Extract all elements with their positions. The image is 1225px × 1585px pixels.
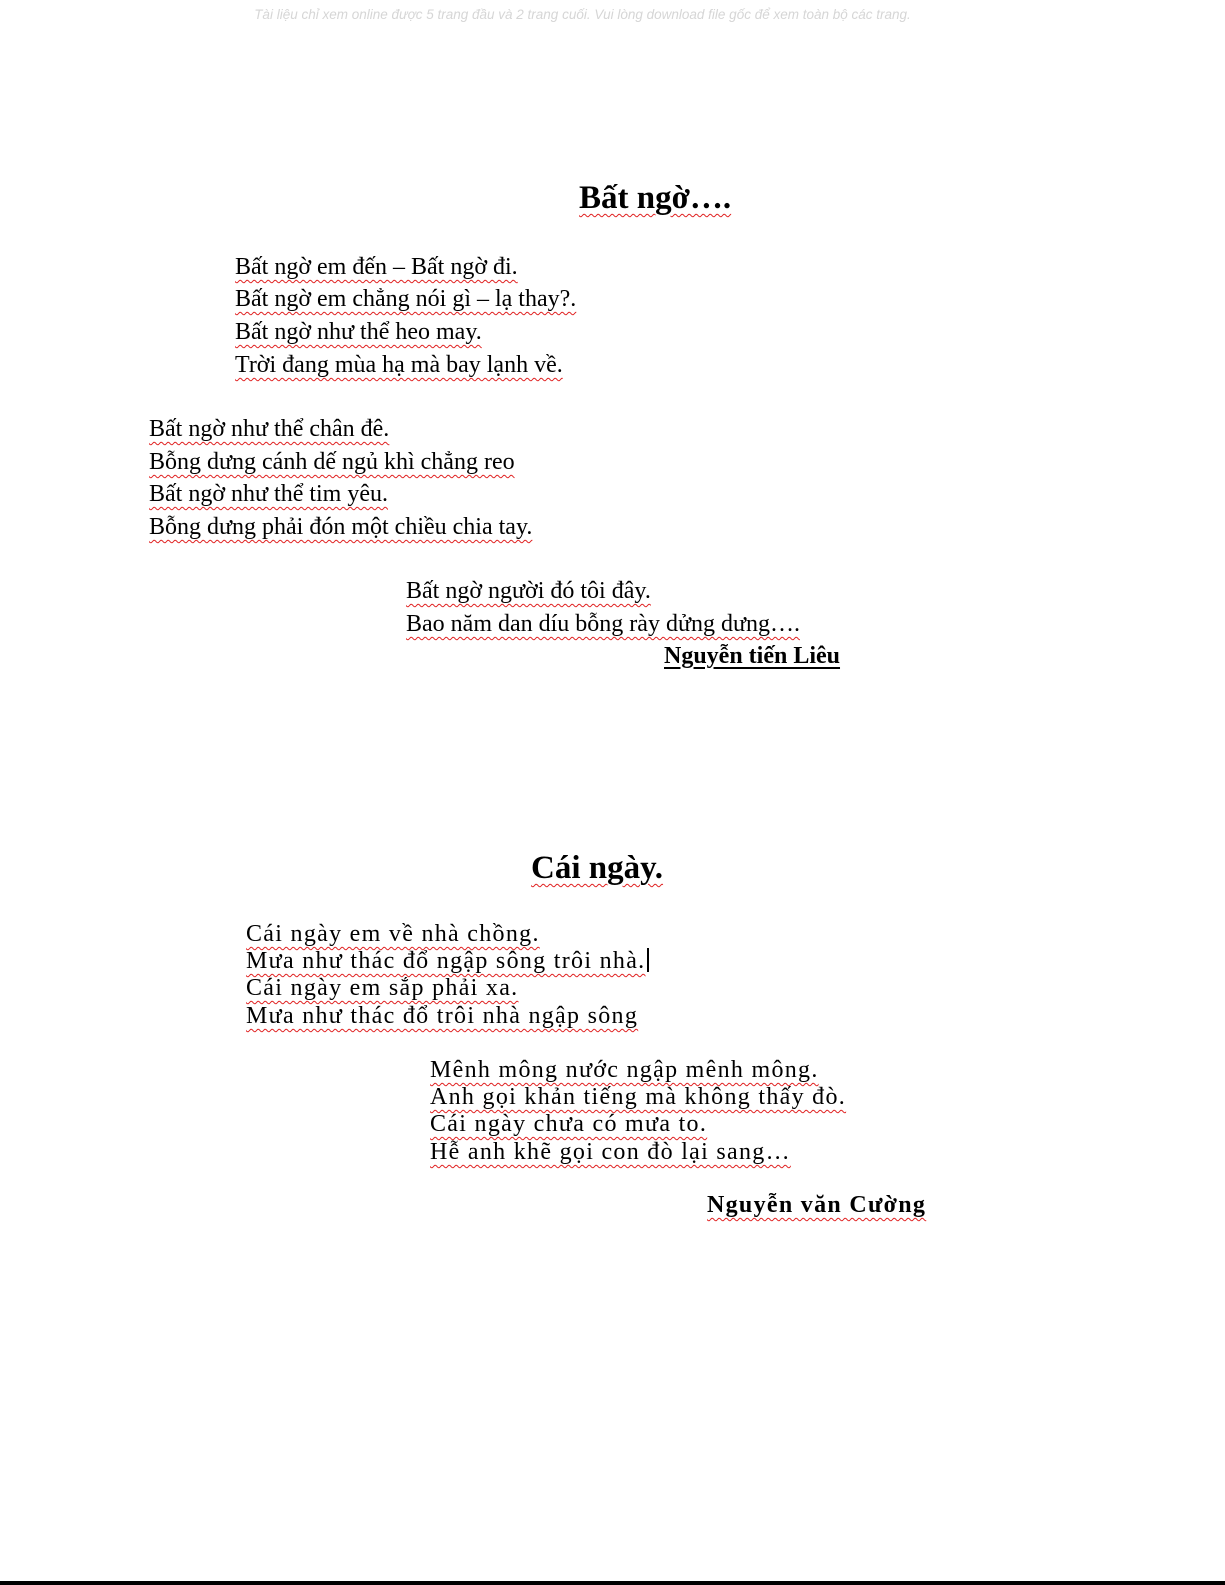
- poem1-title: Bất ngờ….: [579, 180, 732, 216]
- poem2-line: Mưa như thác đổ trôi nhà ngập sông: [246, 1003, 639, 1029]
- poem1-author: Nguyễn tiến Liêu: [664, 643, 841, 669]
- poem2-author: Nguyễn văn Cường: [707, 1192, 927, 1218]
- poem2-line: Hễ anh khẽ gọi con đò lại sang…: [430, 1139, 791, 1165]
- poem2-line: [246, 948, 649, 975]
- poem1-line: Bao năm dan díu bỗng rày dửng dưng….: [406, 611, 800, 637]
- page-bottom-border: [0, 1581, 1225, 1585]
- poem2-line: Anh gọi khản tiếng mà không thấy đò.: [430, 1084, 847, 1110]
- poem1-line: Bất ngờ người đó tôi đây.: [406, 578, 651, 604]
- poem2-line: Cái ngày em về nhà chồng.: [246, 921, 540, 947]
- poem1-line: Bất ngờ như thể heo may.: [235, 319, 482, 345]
- poem1-line: Bất ngờ như thể chân đê.: [149, 416, 390, 442]
- poem2-line: Cái ngày em sắp phải xa.: [246, 975, 519, 1001]
- poem1-line: Bỗng dưng phải đón một chiều chia tay.: [149, 514, 533, 540]
- preview-notice: Tài liệu chỉ xem online được 5 trang đầu và 2 trang cuối. Vui lòng download file gốc để xem toàn bộ các trang.: [254, 7, 911, 22]
- poem1-line: Bất ngờ như thể tim yêu.: [149, 481, 389, 507]
- poem2-line-text: Mưa như thác đổ ngập sông trôi nhà.: [246, 948, 646, 974]
- poem2-line: Cái ngày chưa có mưa to.: [430, 1111, 708, 1137]
- poem1-line: Bỗng dưng cánh dế ngủ khì chẳng reo: [149, 449, 515, 475]
- poem2-title: Cái ngày.: [531, 850, 664, 886]
- poem1-line: Trời đang mùa hạ mà bay lạnh về.: [235, 352, 563, 378]
- poem2-line: Mênh mông nước ngập mênh mông.: [430, 1057, 819, 1083]
- text-cursor: [647, 948, 649, 972]
- poem1-line: Bất ngờ em chẳng nói gì – lạ thay?.: [235, 286, 577, 312]
- poem1-line: Bất ngờ em đến – Bất ngờ đi.: [235, 254, 518, 280]
